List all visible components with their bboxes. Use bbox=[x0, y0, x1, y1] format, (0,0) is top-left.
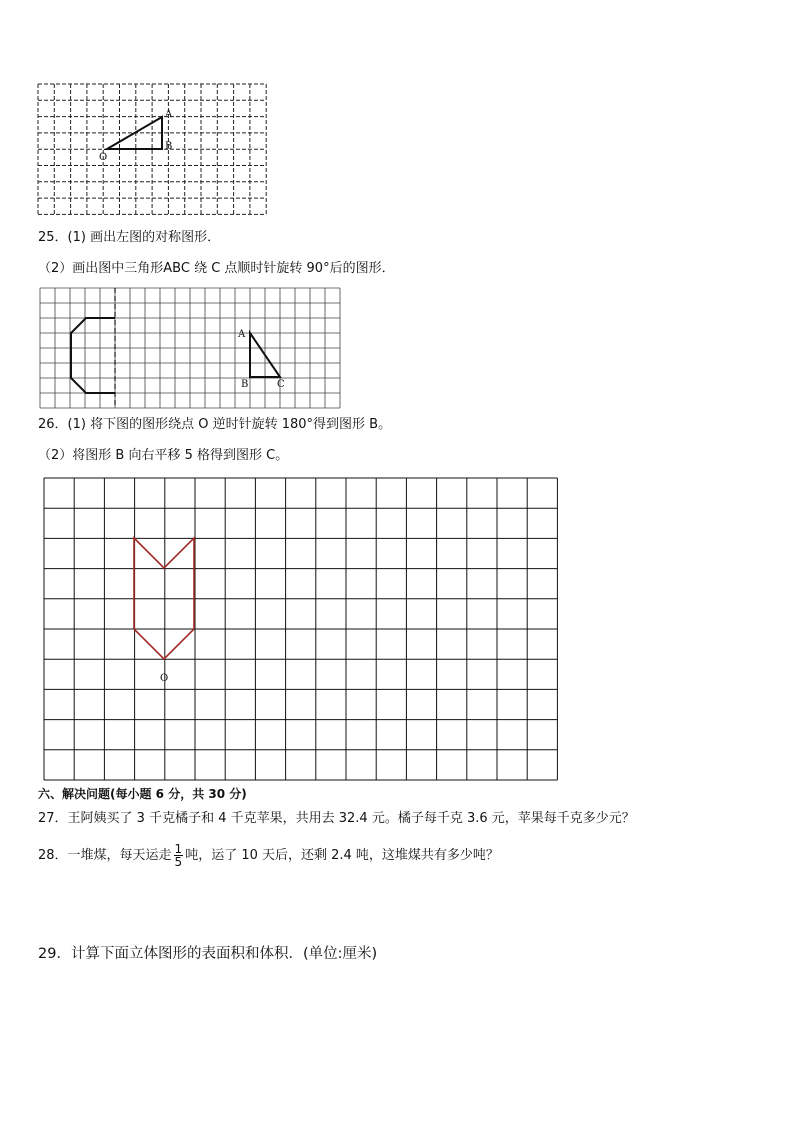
q25-part1: 25．(1) 画出左图的对称图形． bbox=[38, 230, 221, 245]
label-b: B bbox=[165, 141, 173, 152]
q25-part2: （2）画出图中三角形ABC 绕 C 点顺时针旋转 90°后的图形． bbox=[38, 261, 395, 276]
label-o: O bbox=[160, 673, 169, 684]
fraction-one-fifth bbox=[174, 843, 184, 868]
label-o: O bbox=[99, 152, 108, 163]
label-a: A bbox=[165, 109, 173, 120]
fraction-denominator: 5 bbox=[174, 855, 183, 869]
q28-before: 28．一堆煤，每天运走 bbox=[38, 848, 172, 863]
section-heading: 六、解决问题(每小题 6 分，共 30 分) bbox=[38, 787, 247, 801]
q26-part2: （2）将图形 B 向右平移 5 格得到图形 C。 bbox=[38, 448, 289, 463]
grid3-lines bbox=[44, 478, 557, 780]
q26-part1: 26．(1) 将下图的图形绕点 O 逆时针旋转 180°得到图形 B。 bbox=[38, 417, 392, 432]
q28-after: 吨，运了 10 天后，还剩 2.4 吨，这堆煤共有多少吨？ bbox=[185, 848, 499, 863]
q27-text: 27．王阿姨买了 3 千克橘子和 4 千克苹果，共用去 32.4 元。橘子每千克 3.6 元，苹果每千克多少元？ bbox=[38, 811, 635, 826]
fraction-numerator: 1 bbox=[174, 842, 183, 856]
label-a: A bbox=[238, 329, 246, 340]
q29-text: 29．计算下面立体图形的表面积和体积．(单位:厘米) bbox=[38, 946, 378, 962]
label-c: C bbox=[277, 379, 285, 390]
label-b: B bbox=[241, 379, 249, 390]
q28-text bbox=[38, 841, 499, 871]
